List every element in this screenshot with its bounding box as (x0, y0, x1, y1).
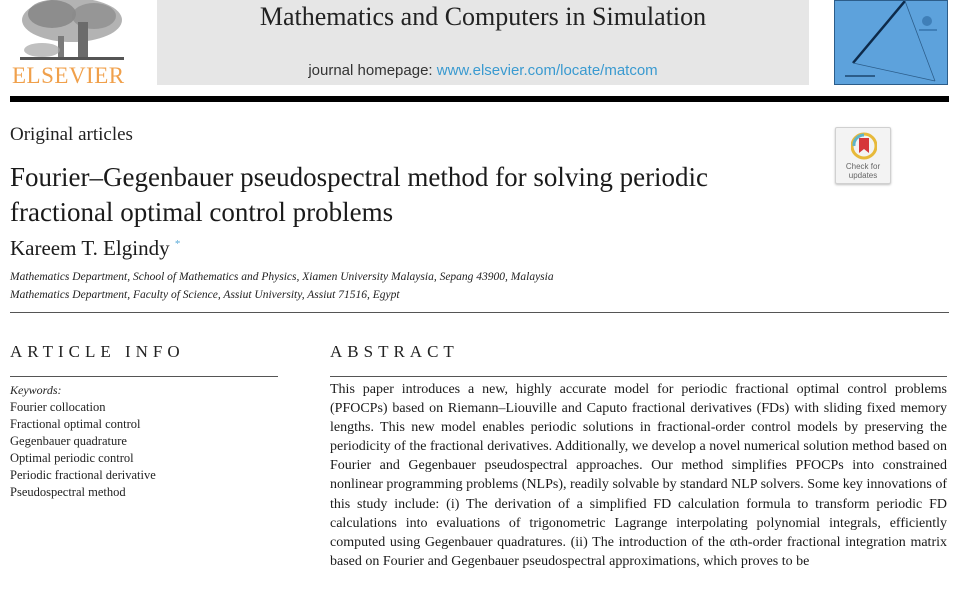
keyword-item: Fourier collocation (10, 400, 106, 414)
check-updates-label: Check for updates (845, 162, 881, 180)
keyword-item: Gegenbauer quadrature (10, 434, 127, 448)
author-name (10, 236, 180, 261)
header-divider (10, 96, 949, 102)
keyword-item: Fractional optimal control (10, 417, 141, 431)
corresponding-author-marker[interactable]: * (174, 238, 181, 250)
article-info-heading: ARTICLE INFO (10, 342, 185, 361)
keyword-item: Periodic fractional derivative (10, 468, 156, 482)
check-updates-icon (851, 132, 877, 160)
journal-banner (157, 0, 809, 85)
journal-homepage (157, 62, 809, 79)
author-text: Kareem T. Elgindy (10, 236, 170, 260)
elsevier-tree-logo-icon (12, 0, 130, 64)
homepage-link[interactable]: www.elsevier.com/locate/matcom (436, 62, 658, 79)
affiliation-1: Mathematics Department, School of Mathematics and Physics, Xiamen University Malaysia, Sepang 43900, Malaysia (10, 271, 554, 283)
abstract-heading: ABSTRACT (330, 342, 459, 361)
keyword-item: Pseudospectral method (10, 485, 126, 499)
affiliation-divider (10, 312, 949, 313)
journal-title: Mathematics and Computers in Simulation (259, 2, 707, 31)
homepage-label: journal homepage: (308, 62, 433, 79)
abstract-text: This paper introduces a new, highly accurate model for periodic fractional optimal control problems (PFOCPs) based on Riemann–Liouville and Caputo fractional derivatives (FDs) with sliding fixed memory lengths. This new model enables periodic solutions in fractional-order control models by preserving the periodicity of the fractional derivatives. Additionally, we develop a novel numerical solution method based on Fourier and Gegenbauer pseudospectral approaches. Our method simplifies PFOCPs into constrained nonlinear programming problems (NLPs), readily solvable by standard NLP solvers. Some key innovations of this study include: (i) The derivation of a simplified FD calculation formula to transform periodic FD calculations into evaluations of trigonometric Lagrange interpolating polynomial integrals, efficiently computed using Gegenbauer quadratures. (ii) The introduction of the αth-order fractional integration matrix based on Fourier and Gegenbauer pseudospectral approximations, which proves to be (330, 382, 947, 569)
affiliation-2: Mathematics Department, Faculty of Science, Assiut University, Assiut 71516, Egypt (10, 289, 400, 301)
article-section-type: Original articles (10, 124, 133, 145)
abstract-divider (330, 376, 947, 377)
article-info-divider (10, 376, 278, 377)
keywords-list (10, 399, 156, 501)
title-line-2: fractional optimal control problems (10, 197, 394, 227)
journal-cover-thumbnail[interactable] (834, 0, 948, 85)
check-for-updates-button[interactable] (835, 127, 891, 184)
keyword-item: Optimal periodic control (10, 451, 134, 465)
keywords-label: Keywords: (10, 383, 62, 397)
article-title (10, 160, 830, 230)
title-line-1: Fourier–Gegenbauer pseudospectral method for solving periodic (10, 162, 709, 192)
elsevier-wordmark: ELSEVIER (12, 63, 125, 88)
